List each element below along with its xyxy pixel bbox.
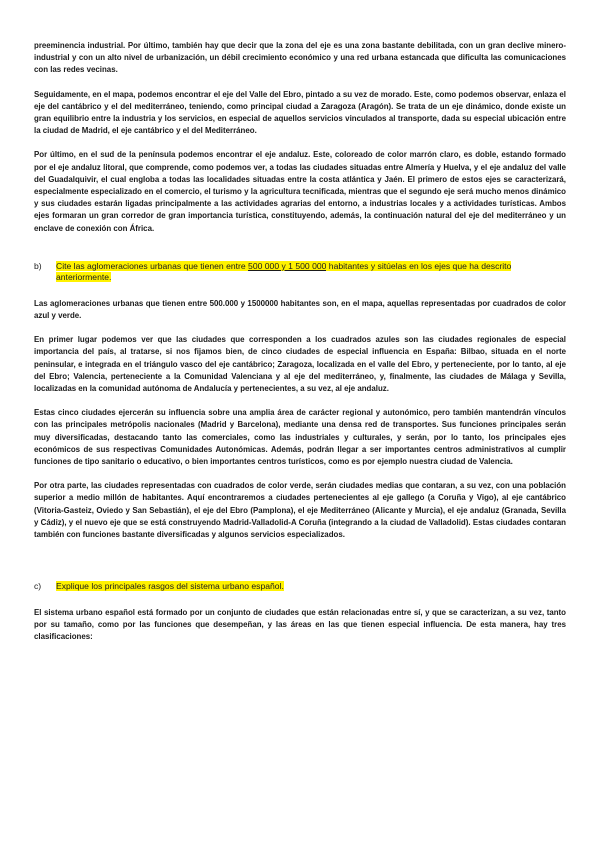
question-c-highlight: Explique los principales rasgos del sistema urbano español. <box>56 581 284 592</box>
paragraph-2: Seguidamente, en el mapa, podemos encontrar el eje del Valle del Ebro, pintado a su vez de morado. Este, como podemos observar, enlaza el eje del cantábrico y el del mediterráneo, teniendo, como principal ciudad a Zaragoza (Aragón). Se trata de un eje dinámico, donde existe un gran equilibrio entre la industria y los servicios, en especial de aquellos servicios vinculados al transporte, dada su especial ubicación entre la ciudad de Madrid, el eje cantábrico y el del Mediterráneo. <box>34 89 566 136</box>
question-c-letter: c) <box>34 581 42 592</box>
paragraph-4: Las aglomeraciones urbanas que tienen entre 500.000 y 1500000 habitantes son, en el mapa, aquellas representadas por cuadrados de color azul y verde. <box>34 298 566 321</box>
question-c-text <box>56 581 566 593</box>
question-b-text <box>56 261 566 284</box>
paragraph-7: Por otra parte, las ciudades representadas con cuadrados de color verde, serán ciudades medias que contaran, a su vez, con una población superior a medio millón de habitantes. Aquí encontraremos a ciudades pertenecientes al eje gallego (a Coruña y Vigo), al eje cantábrico (Vitoria-Gasteiz, Oviedo y San Sebastián), el eje del Ebro (Pamplona), el eje Mediterráneo (Alicante y Murcia), el eje andaluz (Granada, Sevilla y Cádiz), y el nuevo eje que se está construyendo Madrid-Valladolid-A Coruña (integrando a la ciudad de Valladolid). Estas ciudades contaran también con funciones bastante diversificadas y algunos servicios especializados. <box>34 481 566 540</box>
paragraph-3: Por último, en el sud de la península podemos encontrar el eje andaluz. Este, coloreado de color marrón claro, es doble, estando formado por el eje andaluz litoral, que comprende, como podemos ver, a todas las ciudades situadas entre Almería y Huelva, y el eje andaluz del valle del Guadalquivir, el cual engloba a todas las localidades situadas entre la costa atlántica y Jaén. El primero de estos ejes se caracterizará, especialmente especializado en el comercio, el turismo y la agricultura tecnificada, mientras que el segundo eje será mucho menos dinámico y sus ciudades estarán ligadas principalmente a las actividades agrarias del entorno, a industrias locales y a actividades turísticas. Ambos ejes formaran un gran corredor de gran importancia turística, constituyendo, además, la continuación natural del eje del mediterráneo y un enclave de conexión con África. <box>34 150 566 233</box>
question-b-letter: b) <box>34 260 42 271</box>
paragraph-5: En primer lugar podemos ver que las ciudades que corresponden a los cuadrados azules son las ciudades regionales de especial importancia del país, al tratarse, si nos fijamos bien, de cinco ciudades de especial influencia en España: Bilbao, situada en el norte peninsular, e integrada en el triángulo vasco del eje cantábrico; Zaragoza, localizada en el valle del Ebro, y perteneciente, por lo tanto, al eje del Ebro; Valencia, perteneciente a la Comunidad Valenciana y al eje del mediterráneo, y, finalmente, las ciudades de Málaga y Sevilla, localizadas en la comunidad autónoma de Andalucía y pertenecientes, a su vez, al eje andaluz. <box>34 335 566 394</box>
question-c <box>34 581 566 593</box>
question-b-part-2: habitantes y sitúelas en los ejes que ha descrito anteriormente. <box>56 260 512 283</box>
document-page <box>34 40 566 643</box>
paragraph-1: preeminencia industrial. Por último, también hay que decir que la zona del eje es una zona bastante debilitada, con un gran declive minero-industrial y con un alto nivel de urbanización, un débil crecimiento económico y una red urbana estancada que dificulta las comunicaciones con las redes vecinas. <box>34 41 566 75</box>
question-b-part-1: Cite las aglomeraciones urbanas que tienen entre <box>56 260 249 271</box>
paragraph-8: El sistema urbano español está formado por un conjunto de ciudades que están relacionadas entre sí, y que se caracterizan, a su vez, tanto por su tamaño, como por las funciones que desempeñan, y las áreas en las que tienen especial influencia. De esta manera, hay tres clasificaciones: <box>34 607 566 642</box>
question-b-underlined: 500 000 y 1 500 000 <box>248 260 327 271</box>
paragraph-6: Estas cinco ciudades ejercerán su influencia sobre una amplia área de carácter regional y autonómico, pero también mantendrán vínculos con las principales metrópolis nacionales (Madrid y Barcelona), mediante una densa red de transportes. Sus funciones principales serán muy diversificadas, destacando tanto las comerciales, como las industriales y culturales, y serán, por lo tanto, los principales ejes económicos de sus respectivas Comunidades Autonómicas. Además, podrán llegar a ser importantes centros administrativos al cumplir funciones de tipo sanitario o educativo, o bien importantes centros turísticos, como es por ejemplo nuestra ciudad de Valencia. <box>34 408 566 467</box>
question-b <box>34 261 566 284</box>
